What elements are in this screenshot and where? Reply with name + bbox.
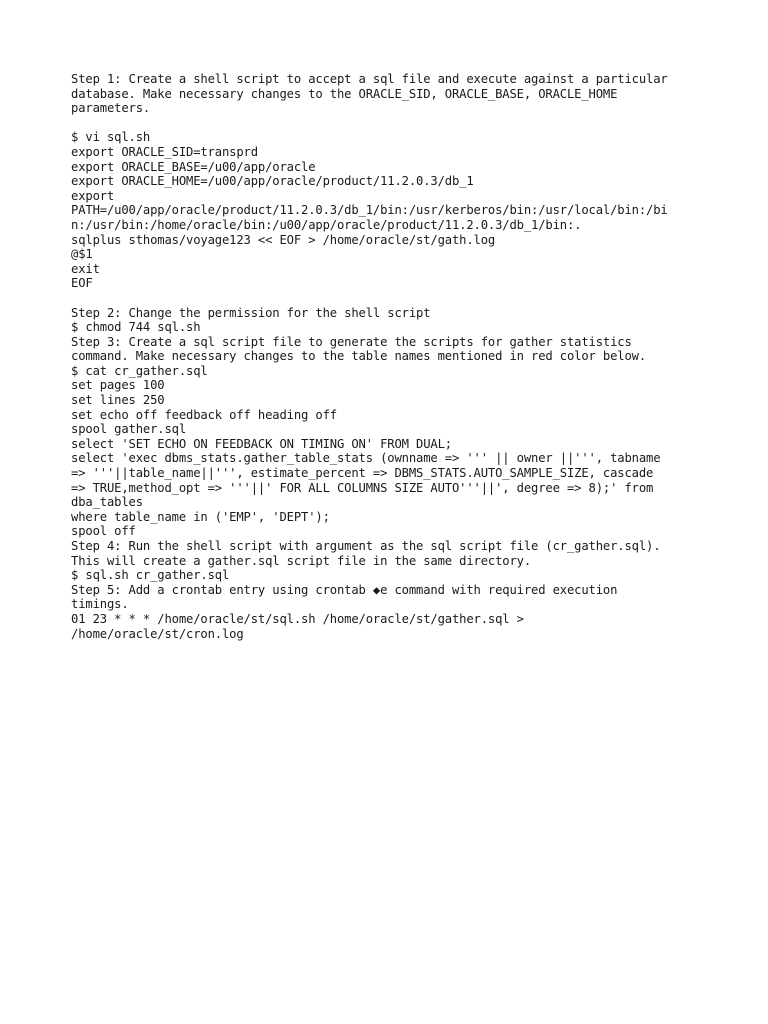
text-line: export ORACLE_BASE=/u00/app/oracle: [71, 159, 316, 174]
text-line: Step 4: Run the shell script with argument as the sql script file (cr_gather.sql).: [71, 539, 661, 553]
text-line: set lines 250: [71, 393, 165, 408]
text-line: Step 5: Add a crontab entry using crontab ◆e command with required execution: [71, 582, 618, 597]
text-line: set echo off feedback off heading off: [71, 407, 337, 422]
text-line: /home/oracle/st/cron.log: [71, 626, 244, 641]
text-line: parameters.: [71, 101, 151, 116]
text-line: export: [71, 188, 115, 203]
text-line: select 'exec dbms_stats.gather_table_stats (ownname => ''' || owner ||''', tabname: [71, 451, 661, 466]
text-line: set pages 100: [71, 378, 165, 393]
text-line: => '''||table_name||''', estimate_percent => DBMS_STATS.AUTO_SAMPLE_SIZE, cascade: [71, 466, 654, 481]
text-line: $ chmod 744 sql.sh: [71, 320, 201, 335]
text-line: $ vi sql.sh: [71, 130, 151, 145]
text-line: Step 3: Create a sql script file to generate the scripts for gather statistics: [71, 334, 632, 349]
text-line: [71, 291, 711, 306]
text-line: command. Make necessary changes to the table names mentioned in red color below.: [71, 349, 646, 364]
text-line: timings.: [71, 597, 129, 612]
text-line: [71, 116, 711, 131]
text-line: export ORACLE_HOME=/u00/app/oracle/product/11.2.0.3/db_1: [71, 174, 474, 189]
text-line: export ORACLE_SID=transprd: [71, 144, 258, 159]
text-line: Step 2: Change the permission for the shell script: [71, 305, 431, 320]
text-line: where table_name in ('EMP', 'DEPT');: [71, 509, 330, 524]
text-line: EOF: [71, 276, 93, 291]
text-line: => TRUE,method_opt => '''||' FOR ALL COLUMNS SIZE AUTO'''||', degree => 8);' from: [71, 480, 654, 495]
text-line: $ sql.sh cr_gather.sql: [71, 568, 230, 583]
text-line: spool off: [71, 524, 136, 539]
text-line: $ cat cr_gather.sql: [71, 363, 208, 378]
text-line: This will create a gather.sql script file in the same directory.: [71, 553, 531, 568]
text-line: spool gather.sql: [71, 422, 186, 437]
text-line: select 'SET ECHO ON FEEDBACK ON TIMING ON' FROM DUAL;: [71, 436, 452, 451]
text-line: exit: [71, 261, 100, 276]
text-line: database. Make necessary changes to the ORACLE_SID, ORACLE_BASE, ORACLE_HOME: [71, 86, 618, 101]
text-line: dba_tables: [71, 495, 143, 510]
text-line: PATH=/u00/app/oracle/product/11.2.0.3/db_1/bin:/usr/kerberos/bin:/usr/local/bin:/bi: [71, 203, 668, 218]
text-line: Step 1: Create a shell script to accept a sql file and execute against a particular: [71, 72, 668, 86]
text-line: @$1: [71, 247, 93, 262]
text-line: n:/usr/bin:/home/oracle/bin:/u00/app/oracle/product/11.2.0.3/db_1/bin:.: [71, 217, 582, 232]
document-text: [71, 72, 711, 641]
text-line: sqlplus sthomas/voyage123 << EOF > /home/oracle/st/gath.log: [71, 232, 496, 247]
text-line: 01 23 * * * /home/oracle/st/sql.sh /home/oracle/st/gather.sql >: [71, 611, 524, 626]
